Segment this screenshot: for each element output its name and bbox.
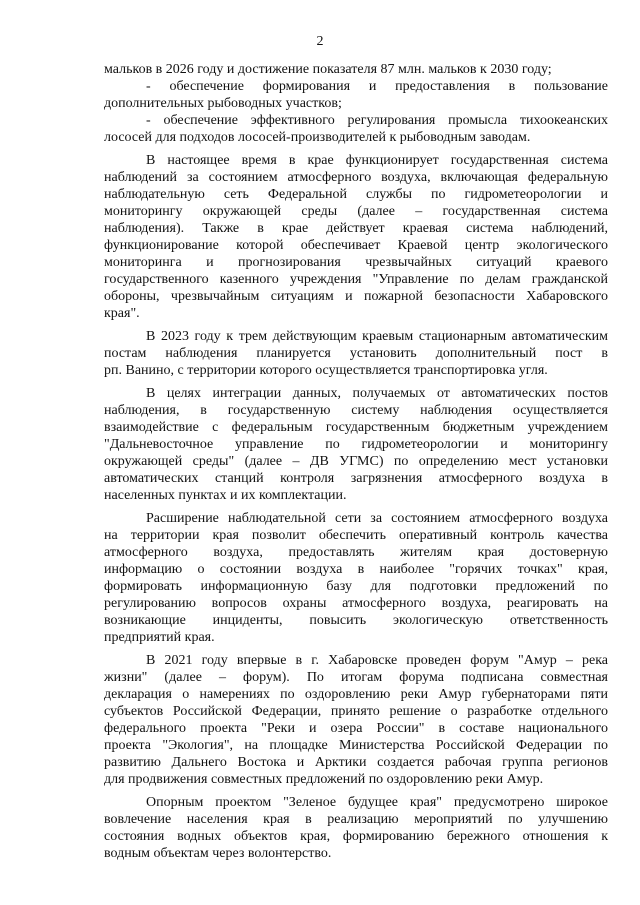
- text-line: В 2023 году к трем действующим краевым стационарным автоматическим: [146, 329, 608, 344]
- text-line: В настоящее время в крае функционирует государственная система: [146, 153, 608, 168]
- text-line: рп. Ванино, с территории которого осуществляется транспортировка угля.: [104, 363, 548, 378]
- text-line: окружающей среды" (далее – ДВ УГМС) по определению мест установки: [104, 454, 608, 469]
- text-line: субъектов Российской Федерации, принято решение о разработке отдельного: [104, 704, 608, 719]
- text-line: декларация о намерениях по оздоровлению реки Амур губернаторами пяти: [104, 687, 608, 702]
- text-line: лососей для подходов лососей-производителей к рыбоводным заводам.: [104, 130, 531, 145]
- text-line: В 2021 году впервые в г. Хабаровске проведен форум "Амур – река: [146, 653, 608, 668]
- text-line: взаимодействие с федеральным государственным бюджетным учреждением: [104, 420, 608, 435]
- text-line: наблюдений за состоянием атмосферного воздуха, включающая федеральную: [104, 170, 608, 185]
- text-line: постам наблюдения планируется установить дополнительный пост в: [104, 346, 608, 361]
- text-line: на территории края позволит обеспечить оперативный контроль качества: [104, 528, 608, 543]
- text-line: водным объектам через волонтерство.: [104, 846, 332, 861]
- text-line: наблюдательную сеть Федеральной службы по гидрометеорологии и: [104, 187, 608, 202]
- text-line: мальков в 2026 году и достижение показателя 87 млн. мальков к 2030 году;: [104, 62, 552, 77]
- text-line: проекта "Экология", на площадке Министерства Российской Федерации по: [104, 738, 608, 753]
- text-line: В целях интеграции данных, получаемых от автоматических постов: [146, 386, 608, 401]
- text-line: населенных пунктах и их комплектации.: [104, 488, 347, 503]
- text-line: автоматических станций контроля загрязнения атмосферного воздуха в: [104, 471, 608, 486]
- text-line: дополнительных рыбоводных участков;: [104, 96, 342, 111]
- text-line: атмосферного воздуха, предоставлять жителям края достоверную: [104, 545, 608, 560]
- text-line: - обеспечение эффективного регулирования промысла тихоокеанских: [146, 113, 608, 128]
- text-line: мониторингу окружающей среды (далее – государственная система: [104, 204, 608, 219]
- text-line: развитию Дальнего Востока и Арктики создается рабочая группа регионов: [104, 755, 608, 770]
- text-line: для продвижения совместных предложений по оздоровлению реки Амур.: [104, 772, 544, 787]
- text-line: наблюдения). Также в крае действует краевая система наблюдений,: [104, 221, 608, 236]
- text-line: федерального проекта "Реки и озера России" в составе национального: [104, 721, 608, 736]
- text-line: функционирование которой обеспечивает Краевой центр экологического: [104, 238, 608, 253]
- text-line: края".: [104, 306, 140, 321]
- text-line: формировать информационную базу для подготовки предложений по: [104, 579, 608, 594]
- text-line: обороны, чрезвычайным ситуациям и пожарной безопасности Хабаровского: [104, 289, 608, 304]
- text-line: состояния водных объектов края, формированию бережного отношения к: [104, 829, 608, 844]
- text-line: мониторинга и прогнозирования чрезвычайных ситуаций краевого: [104, 255, 608, 270]
- text-line: наблюдения, в государственную систему наблюдения осуществляется: [104, 403, 608, 418]
- page-number: 2: [316, 34, 324, 49]
- text-line: "Дальневосточное управление по гидрометеорологии и мониторингу: [104, 437, 608, 452]
- text-line: государственного казенного учреждения "Управление по делам гражданской: [104, 272, 608, 287]
- text-line: жизни" (далее – форум). По итогам форума подписана совместная: [104, 670, 608, 685]
- text-line: регулированию вопросов охраны атмосферного воздуха, реагировать на: [104, 596, 608, 611]
- text-line: информацию о состоянии воздуха в наиболее "горячих точках" края,: [104, 562, 608, 577]
- text-line: - обеспечение формирования и предоставления в пользование: [146, 79, 608, 94]
- text-line: предприятий края.: [104, 630, 215, 645]
- text-line: Опорным проектом "Зеленое будущее края" предусмотрено широкое: [146, 795, 608, 810]
- text-line: возникающие инциденты, повысить экологическую ответственность: [104, 613, 608, 628]
- text-line: Расширение наблюдательной сети за состоянием атмосферного воздуха: [146, 511, 608, 526]
- document-body: [104, 61, 608, 862]
- text-line: вовлечение населения края в реализацию мероприятий по улучшению: [104, 812, 608, 827]
